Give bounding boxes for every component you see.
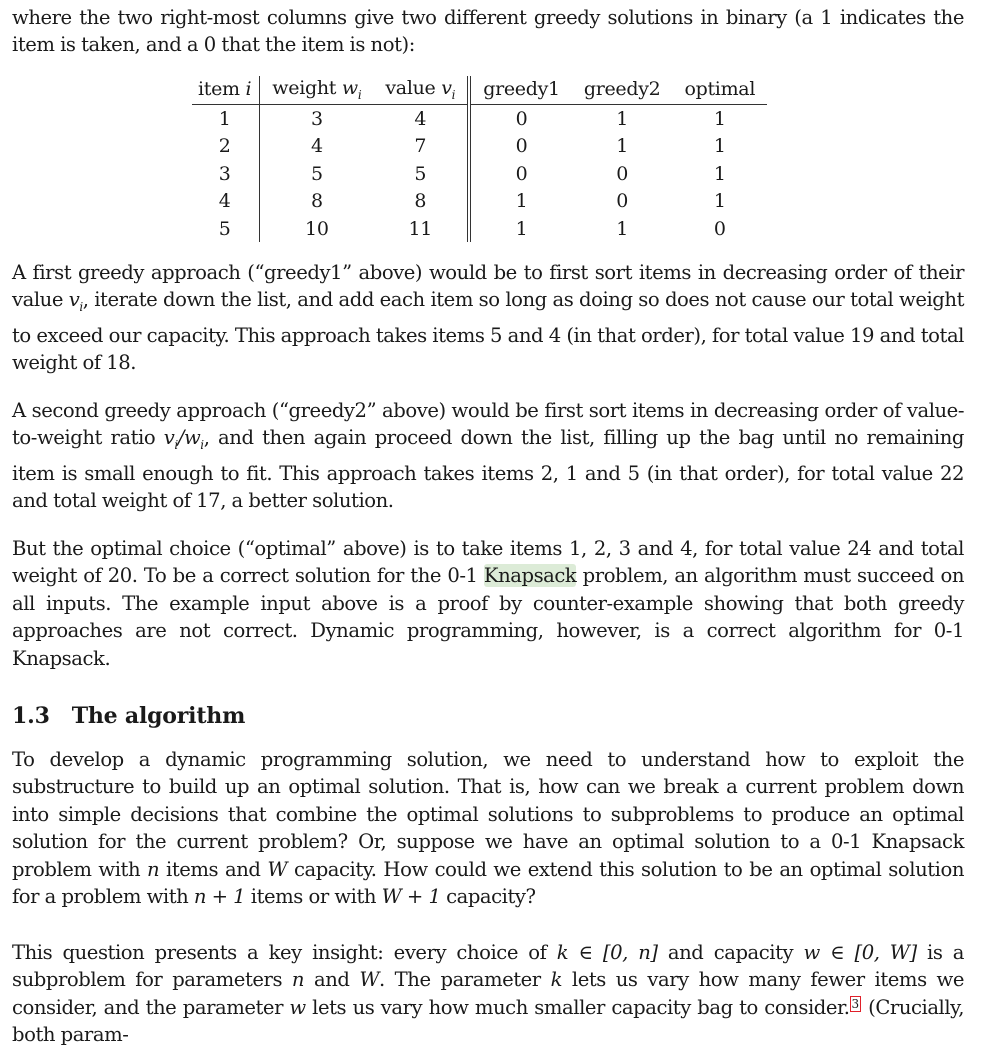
ratio-symbol: $v_i/w_i$ [163, 426, 204, 453]
greedy1-paragraph: A first greedy approach (“greedy1” above) would be to first sort items in decreasing order of their value $v_i$, iterate down the list, and add each item so long as doing so does not cause our total weight to exceed our capacity. This approach takes items 5 and 4 (in that order), for total value 19 and total weight of 18. [12, 261, 964, 375]
cell-item: 4 [192, 187, 260, 215]
cell-weight: 5 [310, 162, 323, 185]
table-row [192, 104, 767, 132]
cell-weight: 10 [305, 217, 329, 240]
optimal-paragraph: But the optimal choice (“optimal” above) is to take items 1, 2, 3 and 4, for total value 24 and total weight of 20. To be a correct solution for the 0-1 Knapsack problem, an algorithm must succeed on all inputs. The example input above is a proof by counter-example showing that both greedy approaches are not correct. Dynamic programming, however, is a correct algorithm for 0-1 Knapsack. [12, 537, 965, 670]
cell-weight: 3 [310, 107, 323, 130]
cell-greedy1: 1 [515, 190, 528, 213]
cell-greedy1: 0 [515, 107, 528, 130]
cell-greedy2: 1 [616, 135, 629, 158]
header-weight: weight $w_i$ [260, 76, 374, 104]
cell-greedy1: 1 [515, 217, 528, 240]
cell-greedy1: 0 [515, 135, 528, 158]
cell-item: 3 [192, 160, 260, 188]
table-header-row [192, 76, 767, 104]
table-row [192, 132, 767, 160]
header-value: value $v_i$ [373, 76, 469, 104]
cell-greedy2: 0 [616, 162, 629, 185]
cell-greedy2: 0 [616, 190, 629, 213]
table-row [192, 187, 767, 215]
footnote-link[interactable]: 3 [851, 996, 859, 1011]
cell-greedy2: 1 [616, 217, 629, 240]
cell-optimal: 0 [713, 217, 726, 240]
cell-item: 2 [192, 132, 260, 160]
cell-optimal: 1 [713, 107, 726, 130]
intro-paragraph: where the two right-most columns give two different greedy solutions in binary (a 1 indicates the item is taken, and a 0 that the item is not): [12, 6, 964, 57]
cell-value: 11 [373, 215, 469, 243]
cell-greedy1: 0 [515, 162, 528, 185]
cell-weight: 8 [310, 190, 323, 213]
cell-value: 8 [373, 187, 469, 215]
header-greedy2: greedy2 [572, 76, 673, 104]
cell-value: 4 [373, 104, 469, 132]
cell-item: 5 [192, 215, 260, 243]
cell-greedy2: 1 [616, 107, 629, 130]
section-number: 1.3 [12, 703, 50, 729]
cell-item: 1 [192, 104, 260, 132]
cell-weight: 4 [310, 135, 323, 158]
table-row [192, 160, 767, 188]
greedy2-paragraph: A second greedy approach (“greedy2” above) would be first sort items in decreasing order of value-to-weight ratio $v_i/w_i$, and then again proceed down the list, filling up the bag until no remaining item is small enough to fit. This approach takes items 2, 1 and 5 (in that order), for total value 22 and total weight of 17, a better solution. [12, 399, 964, 513]
cell-value: 7 [373, 132, 469, 160]
algorithm-paragraph: To develop a dynamic programming solution, we need to understand how to exploit the substructure to build up an optimal solution. That is, how can we break a current problem down into simple decisions that combine the optimal solutions to subproblems to produce an optimal solution for the current problem? Or, suppose we have an optimal solution to a 0-1 Knapsack problem with n items and W capacity. How could we extend this solution to be an optimal solution for a problem with n + 1 items or with W + 1 capacity? [12, 748, 964, 909]
value-symbol: $v_i$ [68, 288, 83, 315]
section-title: The algorithm [71, 703, 246, 729]
table-row [192, 215, 767, 243]
section-heading [12, 703, 245, 729]
header-optimal: optimal [672, 76, 767, 104]
insight-paragraph: This question presents a key insight: every choice of k ∈ [0, n] and capacity w ∈ [0, W] is a subproblem for parameters n and W. The parameter k lets us vary how many fewer items we consider, and the parameter w lets us vary how much smaller capacity bag to consider. $^3$ (Crucially, both param- [12, 941, 965, 1047]
cell-optimal: 1 [713, 190, 726, 213]
highlighted-term: Knapsack [483, 564, 577, 588]
cell-value: 5 [373, 160, 469, 188]
header-greedy1: greedy1 [469, 76, 572, 104]
header-item: item i [192, 76, 260, 104]
knapsack-example-table [192, 76, 767, 242]
cell-optimal: 1 [713, 135, 726, 158]
cell-optimal: 1 [713, 162, 726, 185]
